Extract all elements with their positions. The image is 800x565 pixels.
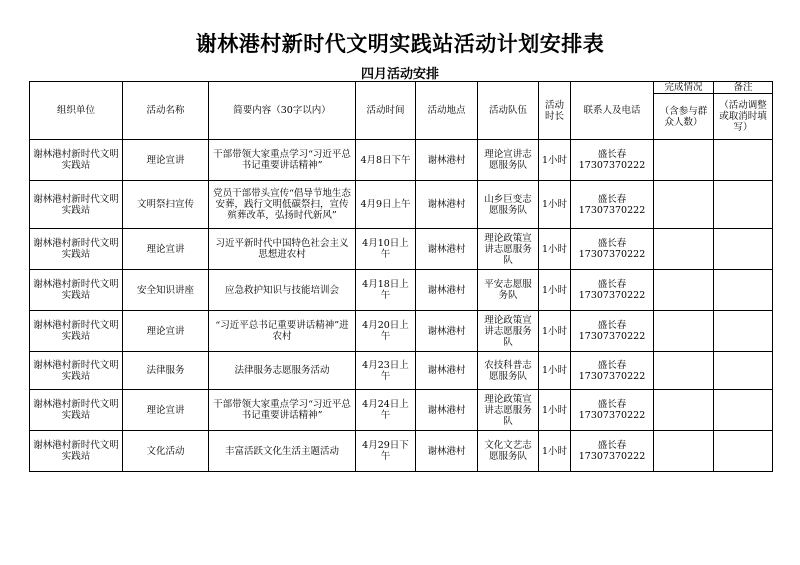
cell-remark <box>714 431 773 472</box>
cell-org: 谢林港村新时代文明实践站 <box>30 352 123 390</box>
cell-remark <box>714 311 773 352</box>
cell-place: 谢林港村 <box>416 181 478 229</box>
cell-content: 干部带领大家重点学习“习近平总书记重要讲话精神” <box>209 140 356 181</box>
cell-contact <box>571 352 654 390</box>
cell-content: 法律服务志愿服务活动 <box>209 352 356 390</box>
cell-org: 谢林港村新时代文明实践站 <box>30 181 123 229</box>
contact-phone: 17307370222 <box>578 204 646 216</box>
contact-name: 盛长春 <box>597 359 627 371</box>
table-row <box>30 229 773 270</box>
cell-duration: 1小时 <box>539 390 571 431</box>
cell-duration: 1小时 <box>539 431 571 472</box>
cell-activity-name: 安全知识讲座 <box>123 270 209 311</box>
contact-name: 盛长春 <box>597 149 627 160</box>
cell-team: 农技科普志愿服务队 <box>478 352 539 390</box>
header-org: 组织单位 <box>30 82 123 140</box>
cell-time: 4月24日上午 <box>356 390 416 431</box>
cell-duration: 1小时 <box>539 229 571 270</box>
cell-place: 谢林港村 <box>416 352 478 390</box>
cell-completion <box>654 181 714 229</box>
cell-remark <box>714 352 773 390</box>
cell-remark <box>714 140 773 181</box>
cell-content: 应急救护知识与技能培训会 <box>209 270 356 311</box>
cell-remark <box>714 270 773 311</box>
cell-time: 4月10日上午 <box>356 229 416 270</box>
header-team: 活动队伍 <box>478 82 539 140</box>
table-body <box>30 140 773 472</box>
cell-activity-name: 法律服务 <box>123 352 209 390</box>
table-row <box>30 352 773 390</box>
contact-phone: 17307370222 <box>578 331 646 342</box>
header-content: 简要内容（30字以内） <box>209 82 356 140</box>
cell-duration: 1小时 <box>539 140 571 181</box>
header-completion: 完成情况 <box>654 82 714 94</box>
contact-phone: 17307370222 <box>578 410 646 421</box>
cell-completion <box>654 311 714 352</box>
cell-completion <box>654 229 714 270</box>
cell-completion <box>654 270 714 311</box>
cell-duration: 1小时 <box>539 352 571 390</box>
activity-plan-table <box>29 81 773 472</box>
contact-name: 盛长春 <box>597 320 627 331</box>
cell-completion <box>654 431 714 472</box>
cell-time: 4月8日下午 <box>356 140 416 181</box>
cell-contact <box>571 270 654 311</box>
cell-org: 谢林港村新时代文明实践站 <box>30 229 123 270</box>
cell-duration: 1小时 <box>539 270 571 311</box>
cell-team: 山乡巨变志愿服务队 <box>478 181 539 229</box>
cell-remark <box>714 229 773 270</box>
cell-completion <box>654 140 714 181</box>
cell-time: 4月20日上午 <box>356 311 416 352</box>
header-contact: 联系人及电话 <box>571 82 654 140</box>
cell-org: 谢林港村新时代文明实践站 <box>30 270 123 311</box>
cell-team: 理论政策宣讲志愿服务队 <box>478 311 539 352</box>
page-subtitle: 四月活动安排 <box>360 67 439 82</box>
cell-place: 谢林港村 <box>416 311 478 352</box>
header-name: 活动名称 <box>123 82 209 140</box>
cell-place: 谢林港村 <box>416 390 478 431</box>
contact-name: 盛长春 <box>597 399 627 410</box>
cell-team: 理论政策宣讲志愿服务队 <box>478 229 539 270</box>
header-remark-note: （活动调整或取消时填写） <box>714 94 773 140</box>
cell-place: 谢林港村 <box>416 229 478 270</box>
table-row <box>30 270 773 311</box>
cell-team: 理论政策宣讲志愿服务队 <box>478 390 539 431</box>
table-row <box>30 311 773 352</box>
cell-content: “习近平总书记重要讲话精神”进农村 <box>209 311 356 352</box>
page-title: 谢林港村新时代文明实践站活动计划安排表 <box>195 32 605 56</box>
cell-contact <box>571 311 654 352</box>
header-remark: 备注 <box>714 82 773 94</box>
table-header <box>30 82 773 140</box>
table-row <box>30 431 773 472</box>
cell-activity-name: 理论宣讲 <box>123 311 209 352</box>
cell-contact <box>571 181 654 229</box>
cell-duration: 1小时 <box>539 181 571 229</box>
header-time: 活动时间 <box>356 82 416 140</box>
cell-contact <box>571 140 654 181</box>
cell-place: 谢林港村 <box>416 270 478 311</box>
header-place: 活动地点 <box>416 82 478 140</box>
cell-completion <box>654 352 714 390</box>
cell-team: 平安志愿服务队 <box>478 270 539 311</box>
cell-time: 4月29日下午 <box>356 431 416 472</box>
table-row <box>30 140 773 181</box>
header-completion-note: （含参与群众人数） <box>654 94 714 140</box>
cell-org: 谢林港村新时代文明实践站 <box>30 431 123 472</box>
cell-team: 理论宣讲志愿服务队 <box>478 140 539 181</box>
contact-phone: 17307370222 <box>578 249 646 260</box>
cell-time: 4月23日上午 <box>356 352 416 390</box>
cell-content: 干部带领大家重点学习“习近平总书记重要讲话精神” <box>209 390 356 431</box>
table-row <box>30 181 773 229</box>
cell-place: 谢林港村 <box>416 431 478 472</box>
contact-phone: 17307370222 <box>578 160 646 171</box>
cell-org: 谢林港村新时代文明实践站 <box>30 311 123 352</box>
cell-duration: 1小时 <box>539 311 571 352</box>
cell-contact <box>571 431 654 472</box>
cell-team: 文化文艺志愿服务队 <box>478 431 539 472</box>
cell-org: 谢林港村新时代文明实践站 <box>30 140 123 181</box>
cell-contact <box>571 390 654 431</box>
contact-name: 盛长春 <box>597 193 627 205</box>
cell-time: 4月9日上午 <box>356 181 416 229</box>
cell-activity-name: 理论宣讲 <box>123 390 209 431</box>
cell-content: 丰富活跃文化生活主题活动 <box>209 431 356 472</box>
cell-activity-name: 理论宣讲 <box>123 140 209 181</box>
cell-activity-name: 文化活动 <box>123 431 209 472</box>
contact-phone: 17307370222 <box>578 370 646 382</box>
cell-remark <box>714 390 773 431</box>
cell-content: 党员干部带头宣传“倡导节地生态安葬，践行文明低碳祭扫，宣传殡葬改革，弘扬时代新风” <box>209 181 356 229</box>
contact-name: 盛长春 <box>597 279 627 290</box>
contact-name: 盛长春 <box>597 238 627 249</box>
table-row <box>30 390 773 431</box>
contact-phone: 17307370222 <box>578 451 646 462</box>
cell-org: 谢林港村新时代文明实践站 <box>30 390 123 431</box>
cell-remark <box>714 181 773 229</box>
contact-name: 盛长春 <box>597 440 627 451</box>
cell-contact <box>571 229 654 270</box>
cell-completion <box>654 390 714 431</box>
cell-activity-name: 文明祭扫宣传 <box>123 181 209 229</box>
header-duration: 活动时长 <box>539 82 571 140</box>
cell-time: 4月18日上午 <box>356 270 416 311</box>
contact-phone: 17307370222 <box>578 290 646 301</box>
cell-content: 习近平新时代中国特色社会主义思想进农村 <box>209 229 356 270</box>
cell-place: 谢林港村 <box>416 140 478 181</box>
cell-activity-name: 理论宣讲 <box>123 229 209 270</box>
